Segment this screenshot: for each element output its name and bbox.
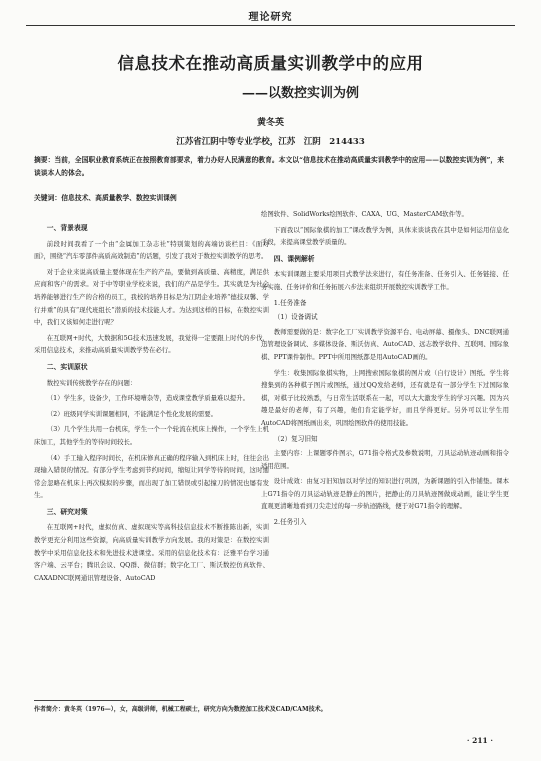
body-paragraph: （4）手工输入程序时间长，在机床修真正确的程序输入到机床上时，往往会出现输入错误的情况。有部分学生考虑到节约时间，缩短让同学等待的时间，这时通常会忽略在机床上再次模拟的步骤，而出现了加工错误或引起撞刀的情况也屡有发生。: [34, 453, 269, 500]
body-paragraph: 设计成效：由复习旧知加以对学过的知识进行巩固，为新课题的引入作铺垫。课本上G71指令的刀具运动轨迹是静止的图片，把静止的刀具轨迹图做成动画，能让学生更直观更清晰地看到刀尖走过的每一步轨迹路线，便于对G71指令的理解。: [261, 477, 509, 511]
body-paragraph: 对于企业来说高质量主要体现在生产的产品，要做到高质量、高精度，满足供应商和客户的需求。对于中等职业学校来说，我们的产品是学生。其实就是为社会培养能够进行生产的合格的员工，我校的培养目标是为江阴企业培养“德技双馨、学行并重”的具有“现代班组长”潜质的技术技能人才。为达到这样的目标，在数控实训中，我们又该如何走进行呢？: [34, 267, 269, 327]
body-paragraph: 在互联网+时代，虚拟仿真、虚拟现实等高科技信息技术不断推陈出新，实训教学更充分利用这些资源，向高质量实训教学方向发展。我的对策是：在数控实训教学中采用信息化技术和先进技术进课堂。采用的信息化技术有：泛雅平台学习通客户端、云平台；腾讯会议、QQ群、微信群；数字化工厂、斯沃数控仿真软件、CAXADNC联网通讯管理设备、AutoCAD: [34, 523, 269, 582]
abstract: [34, 154, 505, 179]
section-heading: 三、研究对策: [46, 507, 88, 516]
section-heading: 四、课例解析: [273, 254, 315, 263]
section-header: 理论研究: [248, 12, 293, 23]
author-affiliation: 江苏省江阴中等专业学校，江苏 江阴 214433: [176, 137, 365, 147]
body-paragraph: 教师需要做的是：数字化工厂实训教学资源平台、电动屏幕、摄像头、DNC联网通迅管理设备调试、多媒体设备、斯沃仿真、AutoCAD、远志教学软件、互联网、国际象棋、PPT课件制作。PPT中所用图纸都是用AutoCAD画的。: [261, 327, 509, 361]
section-heading: 一、背景表现: [46, 224, 88, 232]
body-paragraph: 主要内容：上课题零件图示，G71指令格式及参数说明，刀具运动轨迹动画和指令适用范围。: [261, 449, 509, 470]
abstract-text: 当前，全国职业教育系统正在按照教育部要求，着力办好人民满意的教育。本文以“信息技术在推动高质量实训教学中的应用——以数控实训为例”，来谈谈本人的体会。: [34, 156, 505, 177]
left-column: [34, 218, 269, 587]
body-paragraph: （2）班级同学实训课题相同，不能满足个性化发展的需要。: [46, 409, 218, 418]
body-paragraph: （3）几个学生共用一台机床，学生一个一个轮流在机床上操作，一个学生上机床加工，其他学生的等待时间较长。: [34, 425, 269, 446]
author-name: 黄冬英: [256, 118, 284, 128]
article-title: 信息技术在推动高质量实训教学中的应用: [117, 54, 424, 73]
article-subtitle: ——以数控实训为例: [241, 86, 359, 101]
body-paragraph: 数控实训传统教学存在的问题：: [46, 378, 137, 387]
abstract-label: 摘要：: [34, 156, 55, 164]
body-paragraph: 绘图软件、SolidWorks绘图软件、CAXA、UG、MasterCAM软件等。: [261, 210, 468, 218]
footnote: 作者简介：黄冬英（1976—），女，高级讲师，机械工程硕士，研究方向为数控加工技术及CAD/CAM技术。: [34, 706, 327, 713]
subsection-heading: 1.任务准备: [273, 298, 307, 307]
footnote-rule: [34, 700, 184, 701]
keywords-label: 关键词：: [34, 194, 62, 202]
body-paragraph: 学生：收集国际象棋实物，上网搜索国际象棋的图片或（自行设计）图纸。学生将搜集到的各种棋子图片或图纸，通过QQ发给老师，还有就是有一部分学生下过国际象棋，对棋子比较熟悉，与日常生活联系在一起，可以大大激发学生的学习兴趣。因为兴趣是最好的老师，有了兴趣，他们肯定能学好，而且学得更好。另外可以让学生用AutoCAD将图纸画出来，巩固绘图软件的使用技能。: [261, 368, 509, 427]
keywords: [34, 192, 505, 202]
body-paragraph: （1）学生多，设备少，工作环境嘈杂等，造成课堂教学质量难以提升。: [46, 394, 249, 403]
body-paragraph: 在互联网+时代，大数据和5G技术迅速发展，我觉得一定要跟上时代的步伐，采用信息技术，来推动高质量实训教学势在必行。: [34, 333, 269, 355]
body-paragraph: 下面我以“国际象棋的加工”课改教学为例，具体来谈谈我在其中是如何运用信息化手段，来提高课堂教学质量的。: [261, 225, 509, 247]
subsection-heading: （1）设备调试: [273, 313, 318, 322]
keywords-text: 信息技术、高质量教学、数控实训课例: [61, 194, 177, 202]
subsection-heading: 2.任务引入: [273, 518, 307, 527]
body-paragraph: 前段时间我看了一个由“金属加工杂志社”特别策划的高端访谈栏目：《面对面》，围绕“汽车零部件高质高效制造”的话题，引发了我对于数控实训教学的思考。: [34, 239, 269, 261]
section-heading: 二、实训原状: [46, 362, 88, 371]
body-paragraph: 本实训课题主要采用项目式教学法来进行，有任务准备、任务引入、任务链接、任务实施、任务评价和任务拓展六步法来组织开展数控实训教学工作。: [261, 270, 509, 291]
header-rule: [26, 25, 515, 26]
page-number: · 211 ·: [466, 736, 493, 745]
right-column: [261, 208, 509, 531]
subsection-heading: （2）复习旧知: [273, 434, 318, 443]
